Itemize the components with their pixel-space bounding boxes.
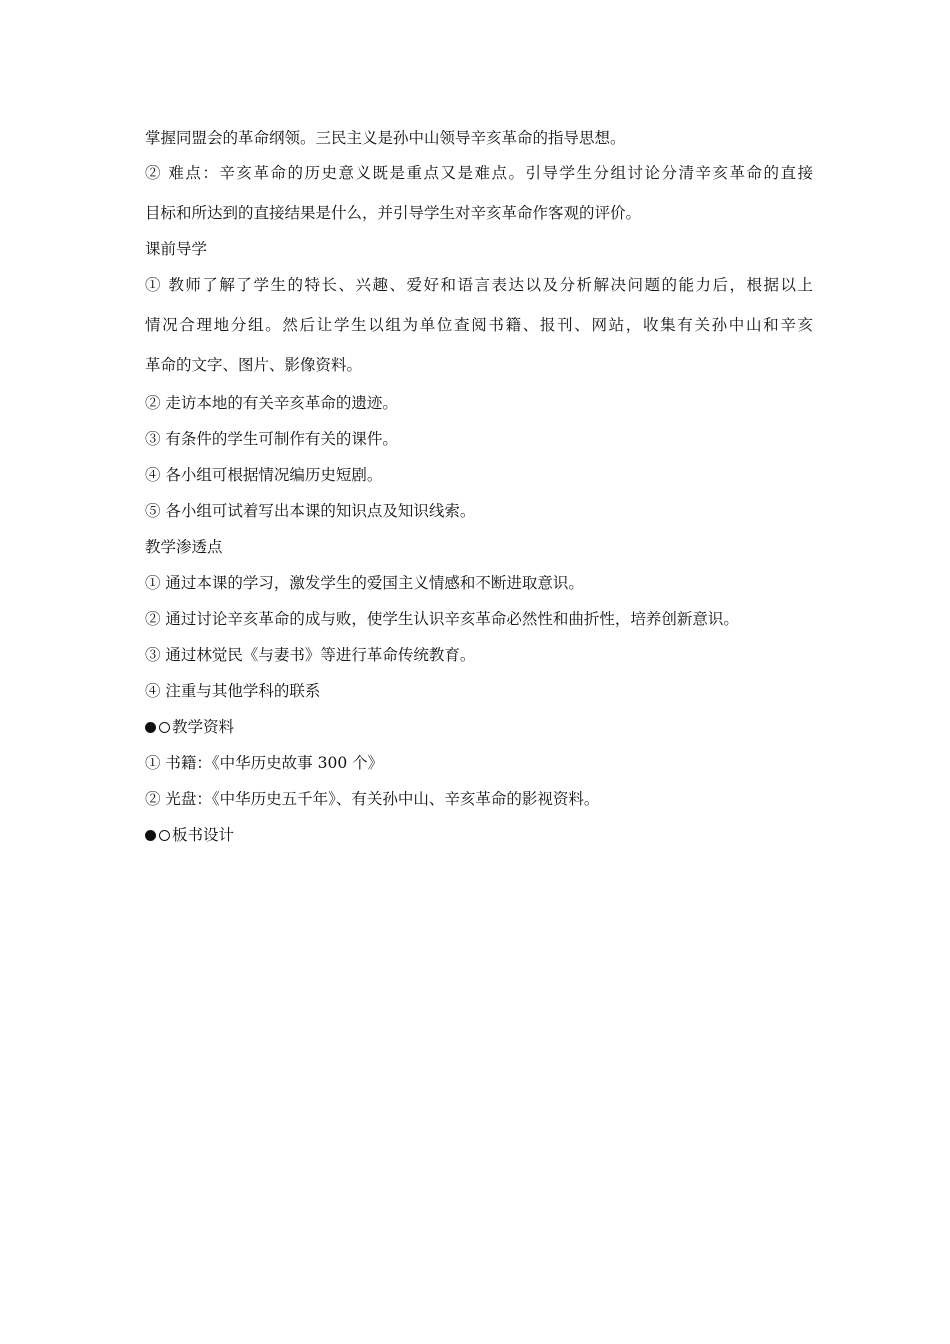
paragraph-line: 掌握同盟会的革命纲领。三民主义是孙中山领导辛亥革命的指导思想。	[145, 129, 626, 147]
list-item: ③ 有条件的学生可制作有关的课件。	[145, 430, 398, 448]
list-item: ① 通过本课的学习，激发学生的爱国主义情感和不断进取意识。	[145, 574, 584, 592]
filled-circle-icon	[145, 722, 156, 733]
section-heading-teaching-materials	[145, 720, 234, 736]
hollow-circle-icon	[159, 830, 170, 841]
paragraph-line: 目标和所达到的直接结果是什么，并引导学生对辛亥革命作客观的评价。	[145, 204, 642, 222]
paragraph-line: ① 教师了解了学生的特长、兴趣、爱好和语言表达以及分析解决问题的能力后，根据以上	[145, 276, 813, 294]
list-item: ④ 注重与其他学科的联系	[145, 682, 321, 700]
list-item: ⑤ 各小组可试着写出本课的知识点及知识线索。	[145, 502, 476, 520]
hollow-circle-icon	[159, 722, 170, 733]
list-item: ① 书籍：《中华历史故事 300 个》	[145, 754, 384, 772]
paragraph-line: ② 难点：辛亥革命的历史意义既是重点又是难点。引导学生分组讨论分清辛亥革命的直接	[145, 164, 813, 182]
list-item: ② 通过讨论辛亥革命的成与败，使学生认识辛亥革命必然性和曲折性，培养创新意识。	[145, 610, 739, 628]
list-item: ② 光盘：《中华历史五千年》、有关孙中山、辛亥革命的影视资料。	[145, 790, 600, 808]
section-heading: 教学渗透点	[145, 538, 223, 556]
section-heading: 课前导学	[145, 240, 208, 258]
section-heading-board-design	[145, 828, 234, 844]
list-item: ③ 通过林觉民《与妻书》等进行革命传统教育。	[145, 646, 476, 664]
paragraph-line: 革命的文字、图片、影像资料。	[145, 356, 363, 374]
paragraph-line: 情况合理地分组。然后让学生以组为单位查阅书籍、报刊、网站，收集有关孙中山和辛亥	[145, 316, 813, 334]
list-item: ② 走访本地的有关辛亥革命的遗迹。	[145, 394, 398, 412]
heading-label: 教学资料	[172, 718, 235, 736]
filled-circle-icon	[145, 830, 156, 841]
list-item: ④ 各小组可根据情况编历史短剧。	[145, 466, 383, 484]
heading-label: 板书设计	[172, 826, 235, 844]
